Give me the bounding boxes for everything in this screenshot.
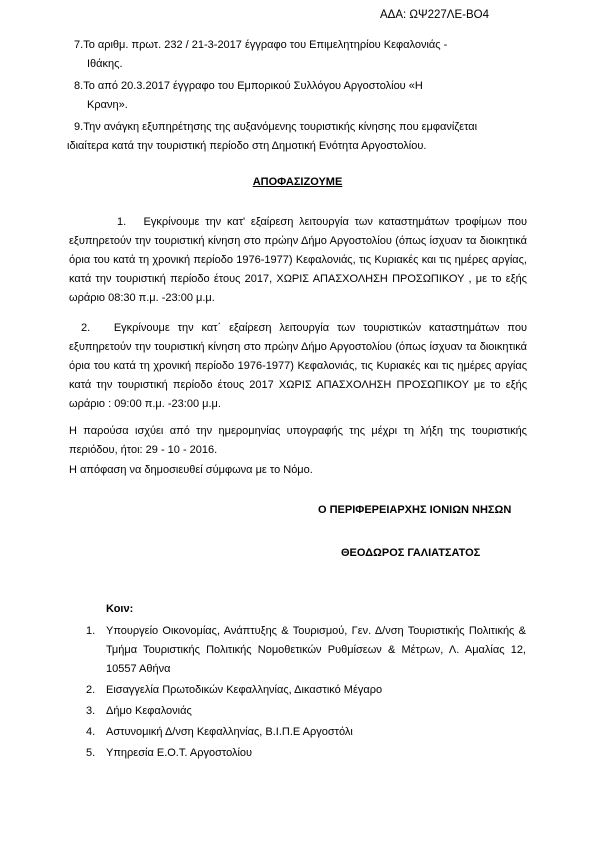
consideration-7: [74, 36, 447, 55]
decision-heading: ΑΠΟΦΑΣΙΖΟΥΜΕ: [252, 176, 343, 188]
decision-1: [69, 213, 527, 308]
consideration-text: Το από 20.3.2017 έγγραφο του Εμπορικού Συλλόγου Αργοστολίου «Η: [83, 80, 423, 92]
ada-code: ΑΔΑ: ΩΨ227ΛΕ-ΒΟ4: [380, 9, 489, 21]
list-item-number: 5.: [86, 747, 96, 759]
list-item: [86, 744, 526, 763]
list-item-number: 4.: [86, 726, 96, 738]
list-item: [86, 723, 526, 742]
list-item-number: 1.: [86, 625, 96, 637]
consideration-7-continued: Ιθάκης.: [87, 58, 123, 70]
list-item-text: Υπηρεσία Ε.Ο.Τ. Αργοστολίου: [106, 747, 253, 759]
decision-text: Εγκρίνουμε την κατ' εξαίρεση λειτουργία των καταστημάτων τροφίμων που εξυπηρετούν την τουριστική κίνηση στο πρώην Δήμο Αργοστολίου (όπως ίσχυαν τα διοικητικά όρια του κατά τη χρονική περίοδο 1976-1977) Κεφαλονιάς, τις Κυριακές και τις ημέρες αργίας, κατά την τουριστική περίοδο έτους 2017, ΧΩΡΙΣ ΑΠΑΣΧΟΛΗΣΗ ΠΡΟΣΩΠΙΚΟΥ , με το εξής ωράριο 08:30 π.μ. -23:00 μ.μ.: [69, 216, 528, 304]
signatory-title: Ο ΠΕΡΙΦΕΡΕΙΑΡΧΗΣ ΙΟΝΙΩΝ ΝΗΣΩΝ: [318, 504, 512, 516]
signatory-name: ΘΕΟΔΩΡΟΣ ΓΑΛΙΑΤΣΑΤΟΣ: [341, 547, 481, 559]
consideration-9: [74, 118, 477, 137]
list-item: [86, 622, 526, 679]
list-item-text: Αστυνομική Δ/νση Κεφαλληνίας, Β.Ι.Π.Ε Αργοστόλι: [106, 726, 353, 738]
distribution-list: [86, 622, 526, 765]
list-item-text: Εισαγγελία Πρωτοδικών Κεφαλληνίας, Δικαστικό Μέγαρο: [106, 684, 383, 696]
consideration-8-continued: Κρανη».: [87, 99, 128, 111]
decision-number: 2.: [81, 322, 91, 334]
decision-number: 1.: [117, 216, 127, 228]
list-item-number: 2.: [86, 684, 96, 696]
list-item: [86, 702, 526, 721]
validity-clause: Η παρούσα ισχύει από την ημερομηνίας υπογραφής της μέχρι τη λήξη της τουριστικής περιόδου, ήτοι: 29 - 10 - 2016.: [69, 425, 527, 456]
distribution-heading: Κοιν:: [106, 603, 134, 615]
list-item: [86, 681, 526, 700]
list-item-number: 3.: [86, 705, 96, 717]
list-item-text: Δήμο Κεφαλονιάς: [106, 705, 192, 717]
decision-text: Εγκρίνουμε την κατ΄ εξαίρεση λειτουργία των τουριστικών καταστημάτων που εξυπηρετούν την τουριστική κίνηση στο πρώην Δήμο Αργοστολίου (όπως ίσχυαν τα διοικητικά όρια του κατά τη χρονική περίοδο 1976-1977) Κεφαλονιάς, τις Κυριακές και τις ημέρες αργίας κατά την τουριστική περίοδο έτους 2017 ΧΩΡΙΣ ΑΠΑΣΧΟΛΗΣΗ ΠΡΟΣΩΠΙΚΟΥ με το εξής ωράριο : 09:00 π.μ. -23:00 μ.μ.: [69, 322, 527, 410]
decision-2: [69, 319, 527, 414]
consideration-number: 7.: [74, 39, 84, 51]
consideration-8: [74, 77, 423, 96]
list-item-text: Υπουργείο Οικονομίας, Ανάπτυξης & Τουρισμού, Γεν. Δ/νση Τουριστικής Πολιτικής & Τμήμα Τουριστικής Πολιτικής Νομοθετικών Ρυθμίσεων & Μέτρων, Λ. Αμαλίας 12, 10557 Αθήνα: [106, 625, 526, 675]
consideration-number: 8.: [74, 80, 84, 92]
consideration-9-continued: ιδιαίτερα κατά την τουριστική περίοδο στη Δημοτική Ενότητα Αργοστολίου.: [67, 140, 427, 152]
consideration-text: Το αριθμ. πρωτ. 232 / 21-3-2017 έγγραφο του Επιμελητηρίου Κεφαλονιάς -: [83, 39, 448, 51]
consideration-number: 9.: [74, 121, 84, 133]
consideration-text: Την ανάγκη εξυπηρέτησης της αυξανόμενης τουριστικής κίνησης που εμφανίζεται: [83, 121, 478, 133]
publication-clause: Η απόφαση να δημοσιευθεί σύμφωνα με το Νόμο.: [69, 464, 313, 476]
